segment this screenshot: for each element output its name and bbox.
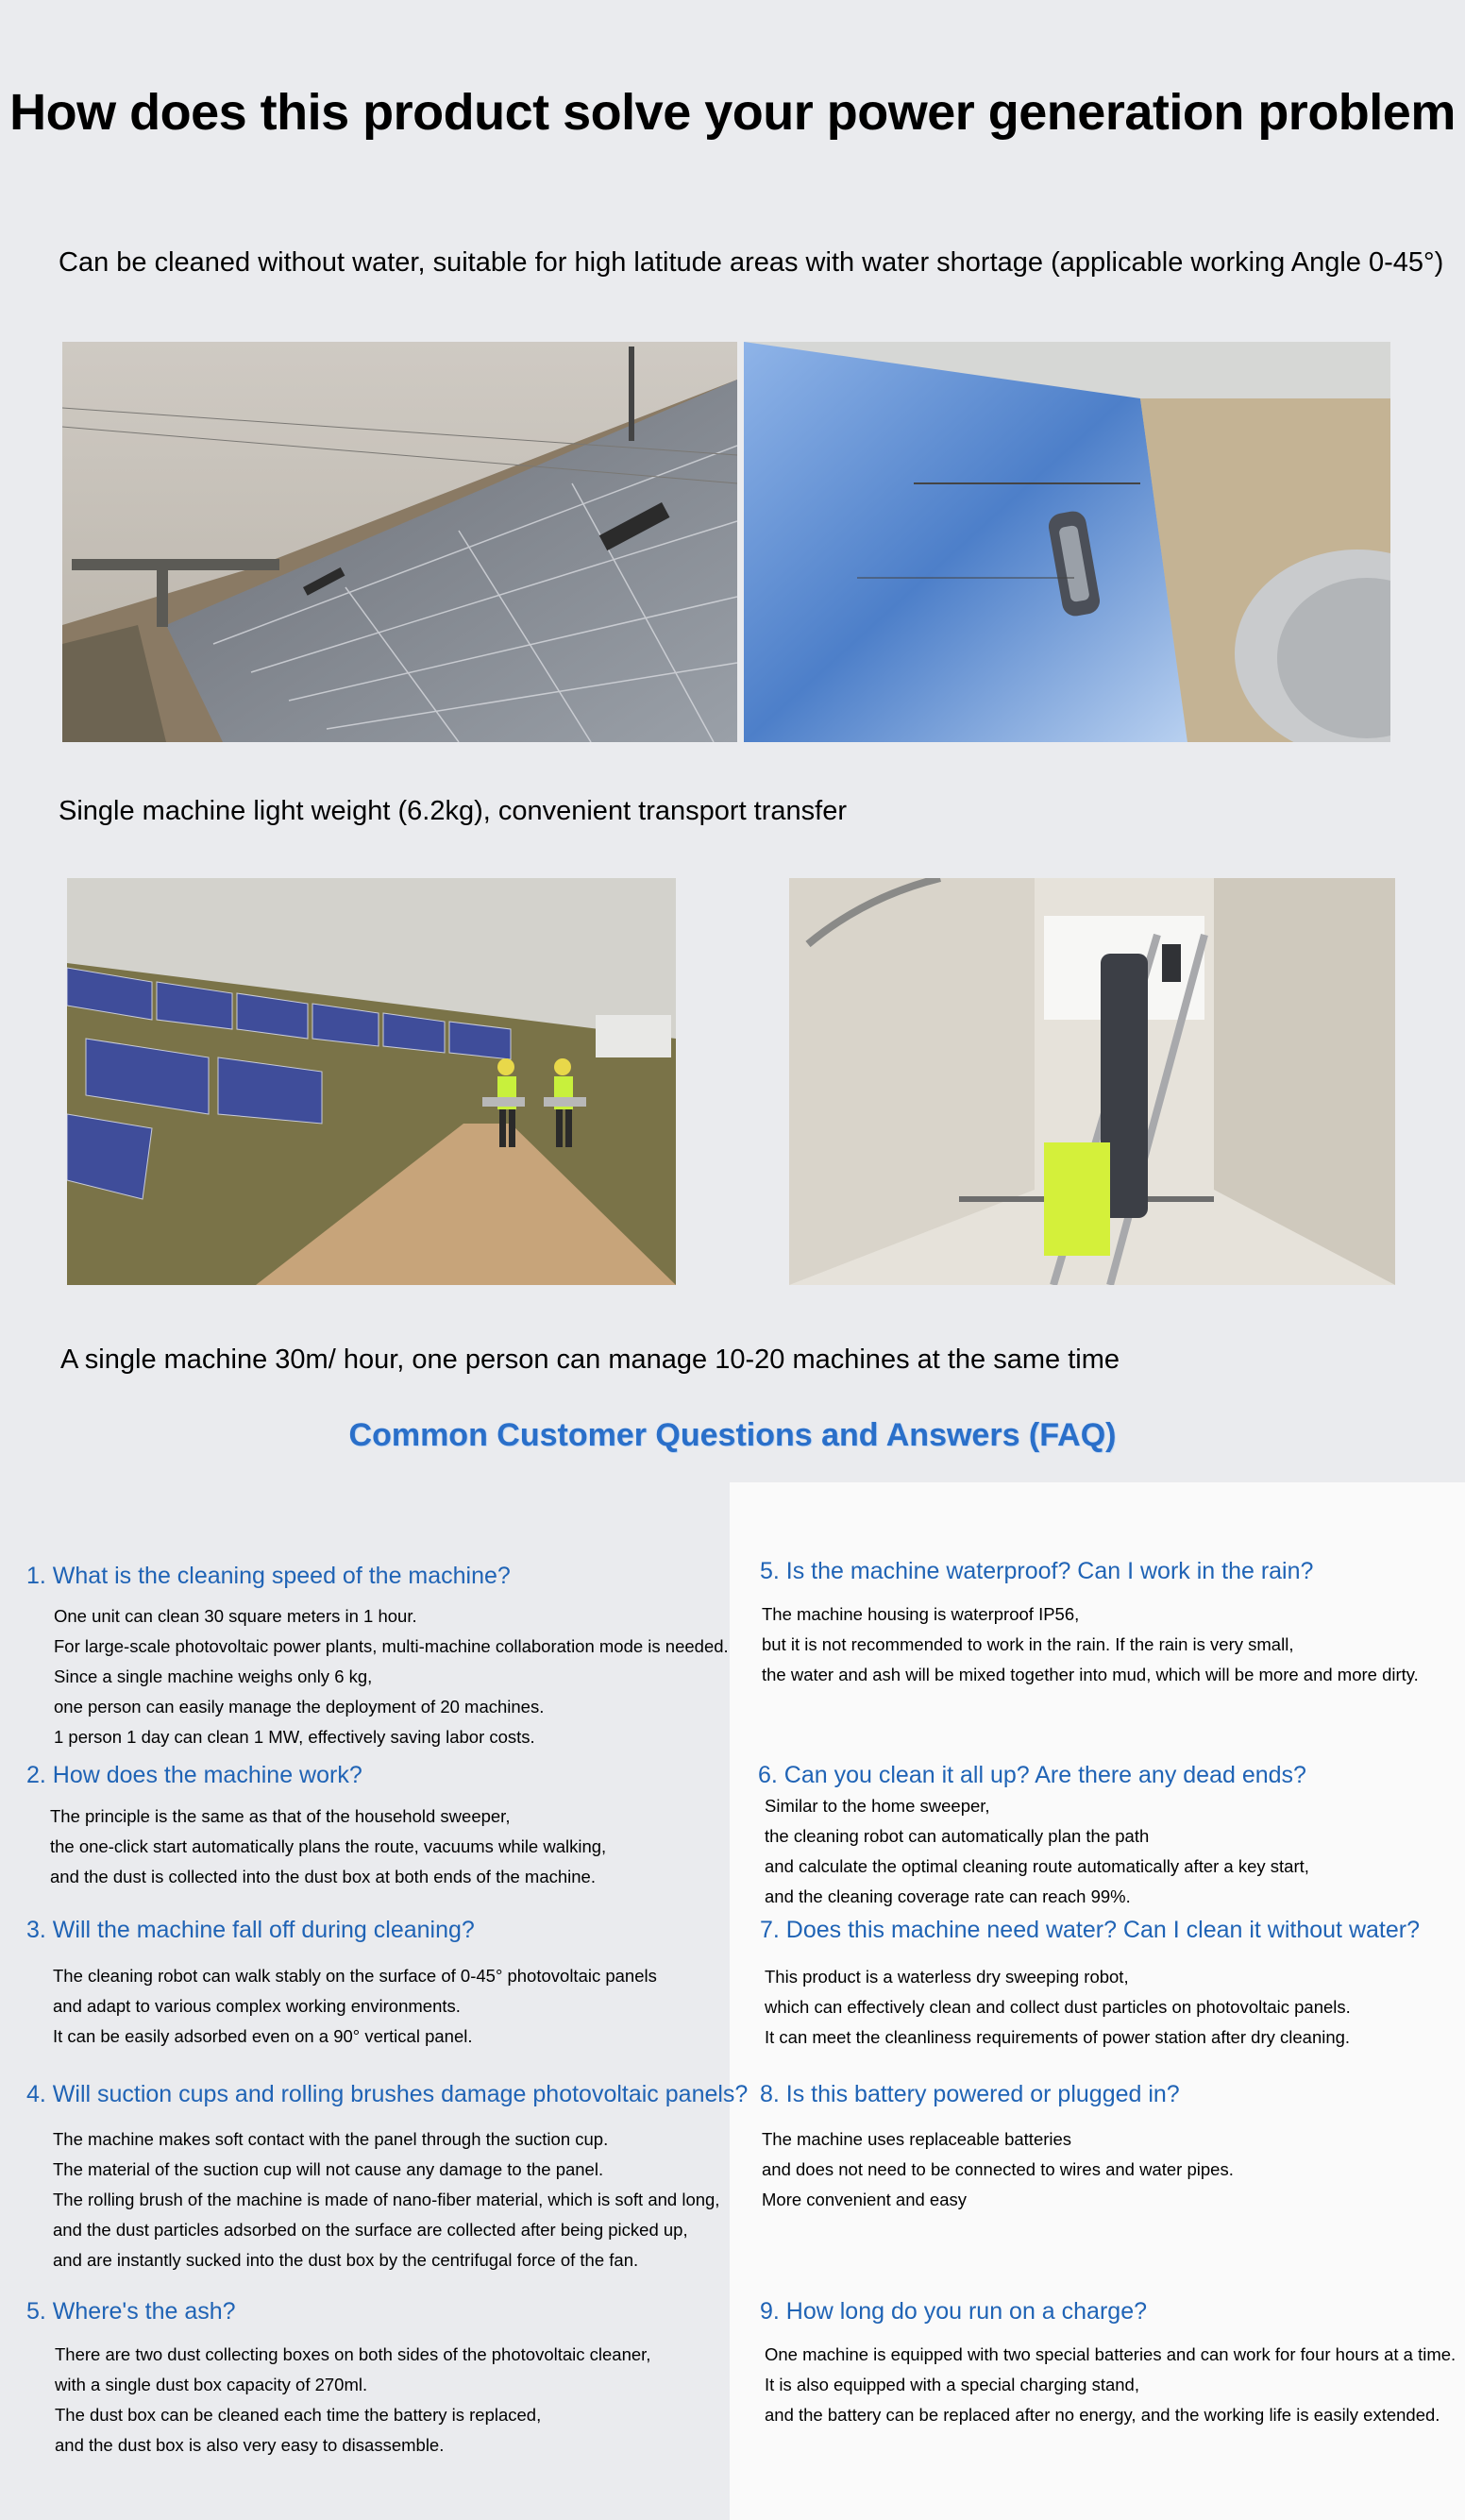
faq-question: 5. Is the machine waterproof? Can I work in the rain?	[760, 1558, 1314, 1584]
faq-answer-line: and the dust box is also very easy to disassemble.	[55, 2435, 445, 2455]
faq-answer-line: with a single dust box capacity of 270ml.	[55, 2375, 368, 2394]
faq-answer	[53, 2124, 719, 2275]
faq-question: 2. How does the machine work?	[26, 1762, 362, 1788]
faq-answer-line: but it is not recommended to work in the rain. If the rain is very small,	[762, 1634, 1294, 1654]
faq-answer-line: It can be easily adsorbed even on a 90° vertical panel.	[53, 2026, 473, 2046]
faq-answer-line: Similar to the home sweeper,	[765, 1796, 990, 1816]
faq-answer-line: Since a single machine weighs only 6 kg,	[54, 1666, 373, 1686]
faq-answer	[765, 2340, 1456, 2430]
faq-answer-line: The dust box can be cleaned each time the battery is replaced,	[55, 2405, 542, 2425]
faq-answer-line: and the cleaning coverage rate can reach 99%.	[765, 1886, 1131, 1906]
photo-mirror-robot	[744, 342, 1390, 742]
mirror-robot-photo-icon	[744, 342, 1390, 742]
faq-answer-line: One unit can clean 30 square meters in 1 hour.	[54, 1606, 417, 1626]
faq-answer-line: the one-click start automatically plans the route, vacuums while walking,	[50, 1836, 607, 1856]
photo-solar-panel-robots	[62, 342, 737, 742]
faq-question: 7. Does this machine need water? Can I clean it without water?	[760, 1917, 1420, 1943]
faq-answer-line: This product is a waterless dry sweeping robot,	[765, 1967, 1129, 1987]
faq-answer	[53, 1961, 657, 2052]
faq-question: 5. Where's the ash?	[26, 2298, 236, 2325]
section-heading-speed: A single machine 30m/ hour, one person can manage 10-20 machines at the same time	[60, 1345, 1120, 1375]
solar-panel-robot-photo-icon	[62, 342, 737, 742]
faq-answer-line: and are instantly sucked into the dust box by the centrifugal force of the fan.	[53, 2250, 639, 2270]
faq-answer-line: and the dust particles adsorbed on the surface are collected after being picked up,	[53, 2220, 688, 2240]
faq-question: 9. How long do you run on a charge?	[760, 2298, 1147, 2325]
faq-answer-line: one person can easily manage the deployment of 20 machines.	[54, 1697, 545, 1717]
faq-answer	[54, 1601, 729, 1752]
faq-answer-line: which can effectively clean and collect dust particles on photovoltaic panels.	[765, 1997, 1351, 2017]
faq-answer-line: the cleaning robot can automatically plan the path	[765, 1826, 1150, 1846]
faq-answer-line: There are two dust collecting boxes on both sides of the photovoltaic cleaner,	[55, 2344, 651, 2364]
faq-title: Common Customer Questions and Answers (FAQ)	[348, 1417, 1117, 1453]
section-heading-light-weight: Single machine light weight (6.2kg), convenient transport transfer	[59, 796, 847, 826]
faq-answer-line: The machine uses replaceable batteries	[762, 2129, 1072, 2149]
faq-question: 3. Will the machine fall off during cleaning?	[26, 1917, 475, 1943]
ladder-hatch-photo-icon	[789, 878, 1395, 1285]
faq-question: 1. What is the cleaning speed of the machine?	[26, 1563, 511, 1589]
faq-question: 8. Is this battery powered or plugged in?	[760, 2081, 1180, 2107]
faq-answer-line: For large-scale photovoltaic power plants, multi-machine collaboration mode is needed.	[54, 1636, 729, 1656]
photo-workers-carrying	[67, 878, 676, 1285]
faq-answer-line: It can meet the cleanliness requirements of power station after dry cleaning.	[765, 2027, 1351, 2047]
page-title: How does this product solve your power generation problem	[9, 84, 1456, 141]
faq-answer-line: The principle is the same as that of the household sweeper,	[50, 1806, 511, 1826]
faq-answer-line: One machine is equipped with two special batteries and can work for four hours at a time.	[765, 2344, 1457, 2364]
faq-question: 4. Will suction cups and rolling brushes damage photovoltaic panels?	[26, 2081, 749, 2107]
faq-answer-line: It is also equipped with a special charging stand,	[765, 2375, 1139, 2394]
faq-answer-line: the water and ash will be mixed together into mud, which will be more and more dirty.	[762, 1665, 1419, 1684]
faq-answer	[765, 1791, 1309, 1912]
faq-answer-line: 1 person 1 day can clean 1 MW, effectively saving labor costs.	[54, 1727, 535, 1747]
faq-answer	[762, 2124, 1234, 2215]
faq-answer-line: More convenient and easy	[762, 2190, 967, 2209]
faq-answer	[55, 2340, 650, 2461]
section-heading-water-free: Can be cleaned without water, suitable for high latitude areas with water shortage (applicable working Angle 0-45°)	[59, 247, 1444, 278]
faq-answer-line: and the battery can be replaced after no energy, and the working life is easily extended.	[765, 2405, 1440, 2425]
faq-answer-line: The rolling brush of the machine is made of nano-fiber material, which is soft and long,	[53, 2190, 720, 2209]
faq-answer-line: and calculate the optimal cleaning route automatically after a key start,	[765, 1856, 1309, 1876]
faq-answer	[762, 1599, 1419, 1690]
faq-answer	[765, 1962, 1351, 2053]
faq-answer-line: and the dust is collected into the dust box at both ends of the machine.	[50, 1867, 596, 1886]
workers-carrying-photo-icon	[67, 878, 676, 1285]
faq-answer-line: The material of the suction cup will not cause any damage to the panel.	[53, 2159, 604, 2179]
faq-answer-line: The cleaning robot can walk stably on the surface of 0-45° photovoltaic panels	[53, 1966, 657, 1986]
faq-question: 6. Can you clean it all up? Are there any dead ends?	[758, 1762, 1306, 1788]
faq-answer-line: The machine makes soft contact with the panel through the suction cup.	[53, 2129, 609, 2149]
faq-answer-line: and adapt to various complex working environments.	[53, 1996, 461, 2016]
faq-answer-line: and does not need to be connected to wires and water pipes.	[762, 2159, 1234, 2179]
faq-answer	[50, 1801, 606, 1892]
faq-answer-line: The machine housing is waterproof IP56,	[762, 1604, 1080, 1624]
photo-ladder-hatch	[789, 878, 1395, 1285]
